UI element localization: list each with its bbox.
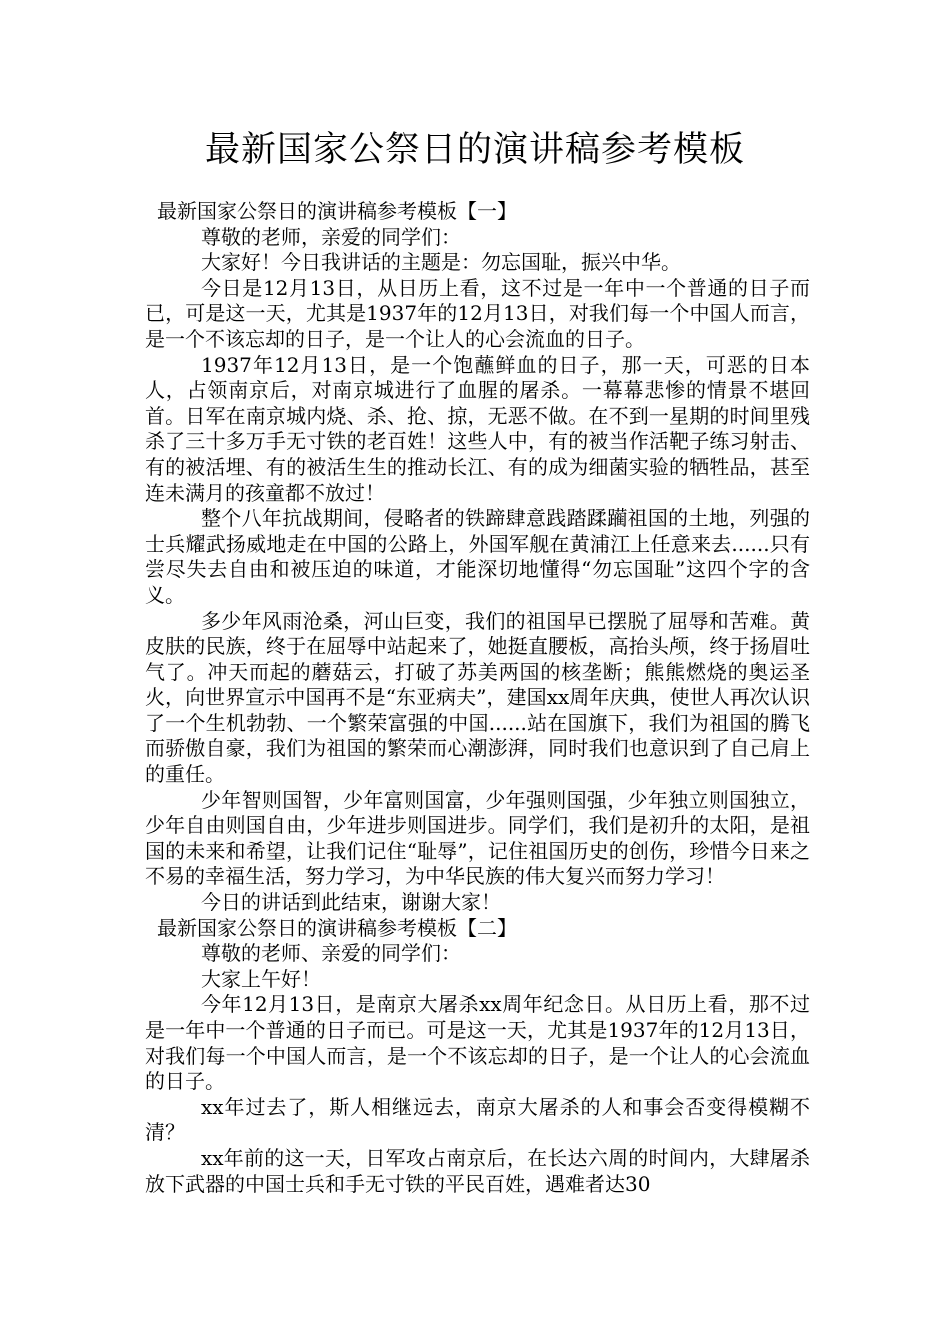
salutation-paragraph: 尊敬的老师，亲爱的同学们： [201,224,461,249]
body-paragraph: xx年过去了，斯人相继远去，南京大屠杀的人和事会否变得模糊不清？ [145,1094,810,1145]
body-paragraph: xx年前的这一天，日军攻占南京后，在长达六周的时间内，大肆屠杀放下武器的中国士兵和手无寸铁的平民百姓，遇难者达30 [145,1145,810,1196]
document-body [145,199,810,1197]
body-paragraph: 多少年风雨沧桑，河山巨变，我们的祖国早已摆脱了屈辱和苦难。黄皮肤的民族，终于在屈辱中站起来了，她挺直腰板，高抬头颅，终于扬眉吐气了。冲天而起的蘑菇云，打破了苏美两国的核垄断；熊熊燃烧的奥运圣火，向世界宣示中国再不是“东亚病夫”，建国xx周年庆典，使世人再次认识了一个生机勃勃、一个繁荣富强的中国......站在国旗下，我们为祖国的腾飞而骄傲自豪，我们为祖国的繁荣而心潮澎湃，同时我们也意识到了自己肩上的重任。 [145,608,810,787]
body-paragraph: 整个八年抗战期间，侵略者的铁蹄肆意践踏蹂躏祖国的土地，列强的士兵耀武扬威地走在中国的公路上，外国军舰在黄浦江上任意来去......只有尝尽失去自由和被压迫的味道，才能深切地懂得“勿忘国耻”这四个字的含义。 [145,506,810,607]
document-title: 最新国家公祭日的演讲稿参考模板 [204,130,745,170]
body-paragraph: 少年智则国智，少年富则国富，少年强则国强，少年独立则国独立，少年自由则国自由，少年进步则国进步。同学们，我们是初升的太阳，是祖国的未来和希望，让我们记住“耻辱”，记住祖国历史的创伤，珍惜今日来之不易的幸福生活，努力学习，为中华民族的伟大复兴而努力学习！ [145,787,810,889]
greeting-paragraph: 大家上午好！ [201,966,321,991]
body-paragraph: 今日是12月13日，从日历上看，这不过是一年中一个普通的日子而已，可是这一天，尤其是1937年的12月13日，对我们每一个中国人而言，是一个不该忘却的日子，是一个让人的心会流血的日子。 [145,275,810,351]
section-heading-1: 最新国家公祭日的演讲稿参考模板【一】 [157,199,517,223]
body-paragraph: 1937年12月13日，是一个饱蘸鲜血的日子，那一天，可恶的日本人，占领南京后，对南京城进行了血腥的屠杀。一幕幕悲惨的情景不堪回首。日军在南京城内烧、杀、抢、掠，无恶不做。在不到一星期的时间里残杀了三十多万手无寸铁的老百姓！这些人中，有的被当作活靶子练习射击、有的被活埋、有的被活生生的推动长江、有的成为细菌实验的牺牲品，甚至连未满月的孩童都不放过！ [145,352,810,505]
salutation-paragraph: 尊敬的老师、亲爱的同学们： [201,941,461,966]
section-heading-2: 最新国家公祭日的演讲稿参考模板【二】 [157,915,517,940]
closing-paragraph: 今日的讲话到此结束，谢谢大家！ [201,890,501,915]
body-paragraph: 今年12月13日，是南京大屠杀xx周年纪念日。从日历上看，那不过是一年中一个普通的日子而已。可是这一天，尤其是1937年的12月13日，对我们每一个中国人而言，是一个不该忘却的日子，是一个让人的心会流血的日子。 [145,992,810,1094]
greeting-paragraph: 大家好！今日我讲话的主题是：勿忘国耻，振兴中华。 [201,250,681,275]
